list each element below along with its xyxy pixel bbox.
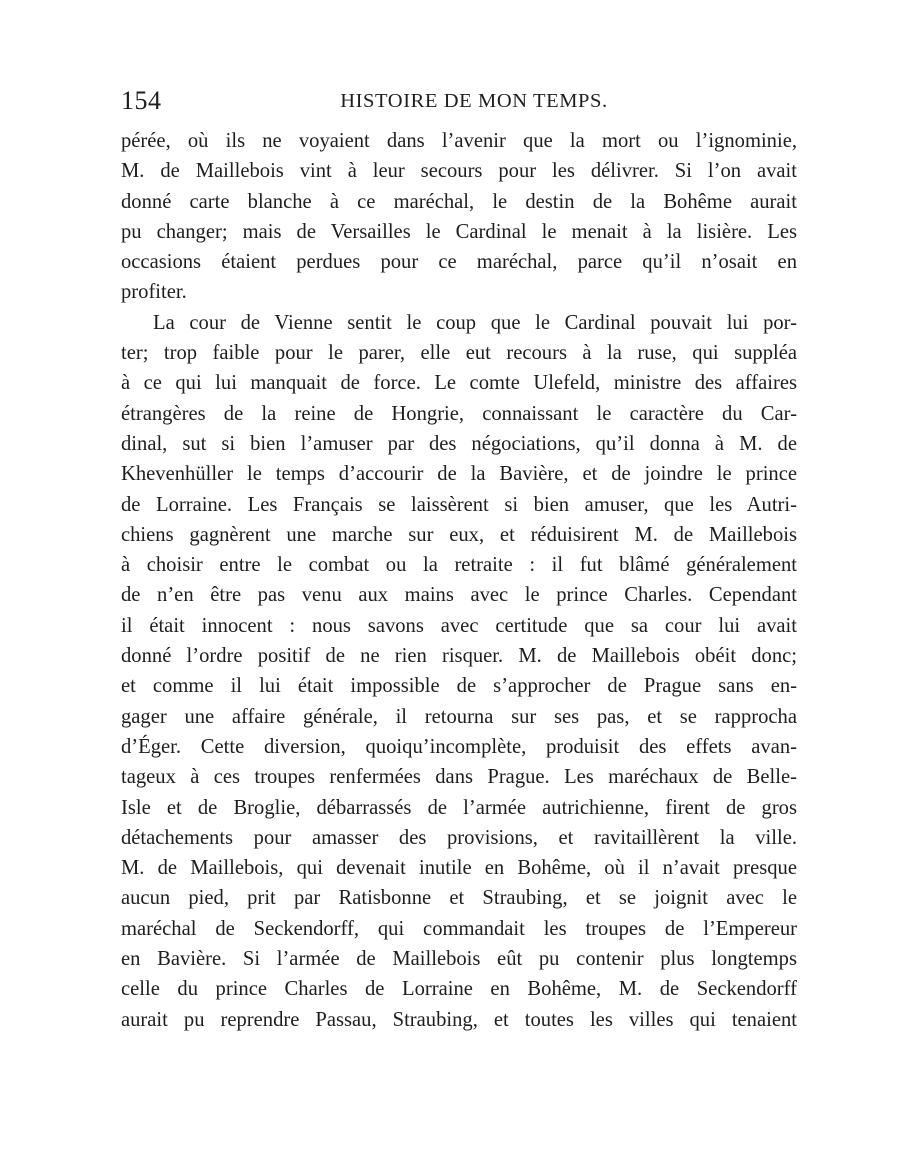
text-line: il était innocent : nous savons avec certitude que sa cour lui avait [121, 614, 797, 637]
text-line: et comme il lui était impossible de s’approcher de Prague sans en- [121, 675, 797, 698]
text-line: pérée, où ils ne voyaient dans l’avenir que la mort ou l’ignominie, [121, 130, 797, 152]
text-line: celle du prince Charles de Lorraine en Bohême, M. de Seckendorff [121, 978, 797, 1001]
running-head [121, 84, 797, 118]
text-line: gager une affaire générale, il retourna sur ses pas, et se rapprocha [121, 705, 797, 728]
text-line: Isle et de Broglie, débarrassés de l’armée autrichienne, firent de gros [121, 796, 797, 819]
text-line: d’Éger. Cette diversion, quoiqu’incomplète, produisit des effets avan- [121, 735, 797, 758]
text-line: à ce qui lui manquait de force. Le comte Ulefeld, ministre des affaires [121, 372, 797, 395]
text-line: de Lorraine. Les Français se laissèrent si bien amuser, que les Autri- [121, 493, 797, 516]
text-line: étrangères de la reine de Hongrie, connaissant le caractère du Car- [121, 402, 797, 425]
text-line: aurait pu reprendre Passau, Straubing, et toutes les villes qui tenaient [121, 1008, 797, 1031]
text-line: aucun pied, prit par Ratisbonne et Straubing, et se joignit avec le [121, 887, 797, 910]
text-line: pu changer; mais de Versailles le Cardinal le menait à la lisière. Les [121, 220, 797, 243]
text-line: détachements pour amasser des provisions, et ravitaillèrent la ville. [121, 826, 797, 849]
paragraph-end-line: profiter. [121, 281, 187, 304]
text-line: maréchal de Seckendorff, qui commandait les troupes de l’Empereur [121, 917, 797, 940]
text-line: tageux à ces troupes renfermées dans Prague. Les maréchaux de Belle- [121, 766, 797, 789]
body-text [121, 126, 797, 1035]
text-line: Khevenhüller le temps d’accourir de la Bavière, et de joindre le prince [121, 463, 797, 486]
text-line: en Bavière. Si l’armée de Maillebois eût pu contenir plus longtemps [121, 948, 797, 971]
text-line: dinal, sut si bien l’amuser par des négociations, qu’il donna à M. de [121, 432, 797, 455]
text-line: de n’en être pas venu aux mains avec le prince Charles. Cependant [121, 584, 797, 607]
text-line: occasions étaient perdues pour ce maréchal, parce qu’il n’osait en [121, 251, 797, 274]
text-line: M. de Maillebois vint à leur secours pour les délivrer. Si l’on avait [121, 160, 797, 183]
text-line: donné l’ordre positif de ne rien risquer. M. de Maillebois obéit donc; [121, 645, 797, 668]
paragraph-first-line: La cour de Vienne sentit le coup que le Cardinal pouvait lui por- [153, 311, 797, 334]
text-line: chiens gagnèrent une marche sur eux, et réduisirent M. de Maillebois [121, 523, 797, 546]
text-line: M. de Maillebois, qui devenait inutile en Bohême, où il n’avait presque [121, 857, 797, 880]
text-line: ter; trop faible pour le parer, elle eut recours à la ruse, qui suppléa [121, 342, 797, 365]
text-line: donné carte blanche à ce maréchal, le destin de la Bohême aurait [121, 190, 797, 213]
page-number: 154 [121, 86, 162, 115]
running-title: HISTOIRE DE MON TEMPS. [340, 90, 608, 112]
text-line: à choisir entre le combat ou la retraite : il fut blâmé généralement [121, 554, 797, 577]
